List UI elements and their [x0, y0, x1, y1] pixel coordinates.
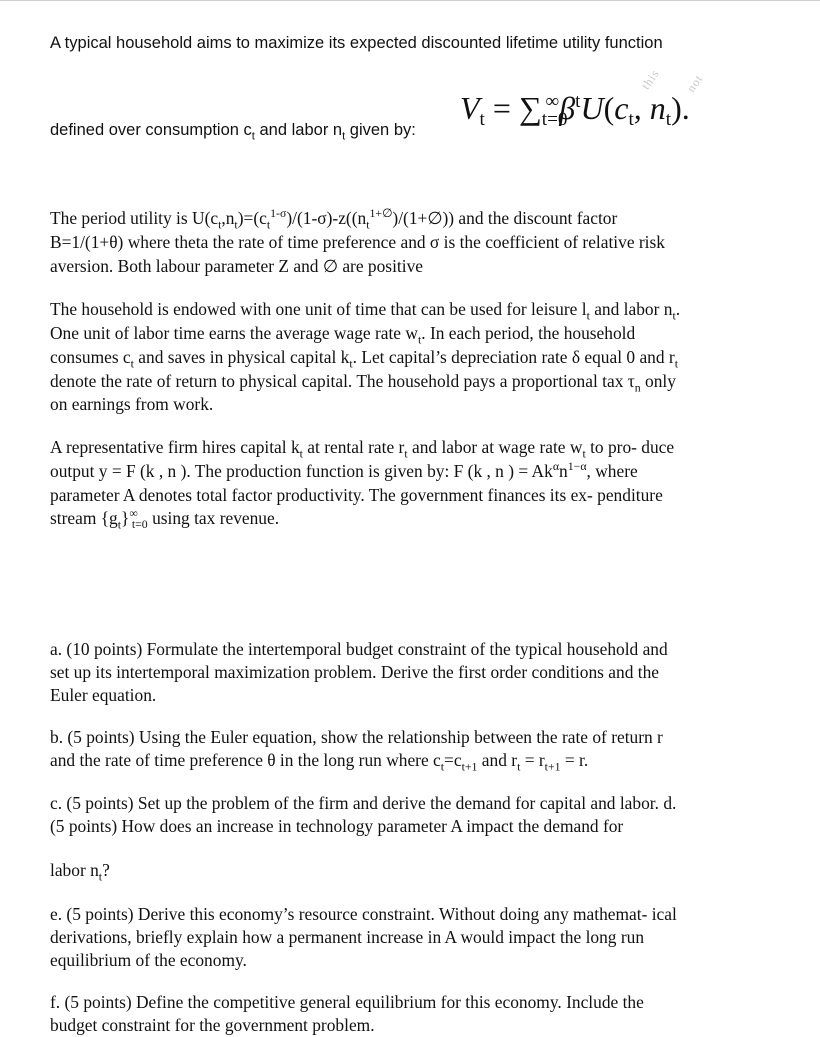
paragraph-line: stream $\{g_t\}^\infty_{t=0}$ using tax revenue.: [50, 506, 280, 532]
period-utility-line: The period utility is $U(c_t,n_t)=(c_t^{1-\sigma})/(1-\sigma)-z((n_t^{1+\emptyset})/(1+\emptyset))$ and the discount factor: [50, 206, 618, 232]
question-e: derivations, briefly explain how a permanent increase in A would impact the long run: [50, 927, 645, 947]
question-f: budget constraint for the government problem.: [50, 1015, 375, 1035]
question-d: (5 points) How does an increase in technology parameter A impact the demand for: [50, 816, 624, 836]
intro-line: A typical household aims to maximize its expected discounted lifetime utility function: [50, 34, 663, 52]
paragraph-line: A representative firm hires capital $k_t$ at rental rate $r_t$ and labor at wage rate $w_t$ to pro- duce: [50, 437, 675, 461]
question-c: c. (5 points) Set up the problem of the firm and derive the demand for capital and labor. d.: [50, 793, 677, 813]
question-f: f. (5 points) Define the competitive general equilibrium for this economy. Include the: [50, 992, 644, 1012]
question-a: a. (10 points) Formulate the intertemporal budget constraint of the typical household and: [50, 639, 668, 659]
defined-over-line: defined over consumption $c_t$ and labor $n_t$ given by:: [50, 121, 416, 143]
paragraph-line: consumes $c_t$ and saves in physical capital $k_t$. Let capital’s depreciation rate δ equal 0 and $r_t$: [50, 347, 678, 371]
question-e: e. (5 points) Derive this economy’s resource constraint. Without doing any mathemat- ical: [50, 904, 677, 924]
paragraph-line: on earnings from work.: [50, 394, 214, 414]
paragraph-line: aversion. Both labour parameter Z and ∅ are positive: [50, 256, 423, 276]
paragraph-line: output y = F (k , n ). The production function is given by: F (k , n ) = $Ak^\alpha n^{1-\alpha}$, where: [50, 459, 638, 481]
watermark-text: not: [683, 71, 706, 95]
question-b: b. (5 points) Using the Euler equation, show the relationship between the rate of return r: [50, 727, 663, 747]
question-e: equilibrium of the economy.: [50, 950, 247, 970]
utility-equation: $Vt = \sum t=0^\infty\beta^tU(ct$, nt).: [460, 90, 690, 130]
paragraph-line: denote the rate of return to physical capital. The household pays a proportional tax $\tau_n$ only: [50, 371, 676, 395]
watermark-text: this: [638, 66, 663, 92]
question-a: Euler equation.: [50, 685, 157, 705]
page-top-border: [0, 0, 820, 1]
question-b: and the rate of time preference θ in the long run where $c_t=c_{t+1}$ and $r_t = r_{t+1} = r$.: [50, 750, 589, 774]
question-d: labor $n_t$?: [50, 860, 110, 884]
paragraph-line: parameter A denotes total factor productivity. The government finances its ex- penditure: [50, 485, 663, 505]
paragraph-line: One unit of labor time earns the average wage rate $w_t$. In each period, the household: [50, 323, 636, 347]
paragraph-line: The household is endowed with one unit of time that can be used for leisure $l_t$ and labor $n_t$.: [50, 299, 681, 323]
question-a: set up its intertemporal maximization problem. Derive the first order conditions and the: [50, 662, 659, 682]
paragraph-line: B=1/(1+θ) where theta the rate of time preference and σ is the coefficient of relative risk: [50, 232, 665, 252]
